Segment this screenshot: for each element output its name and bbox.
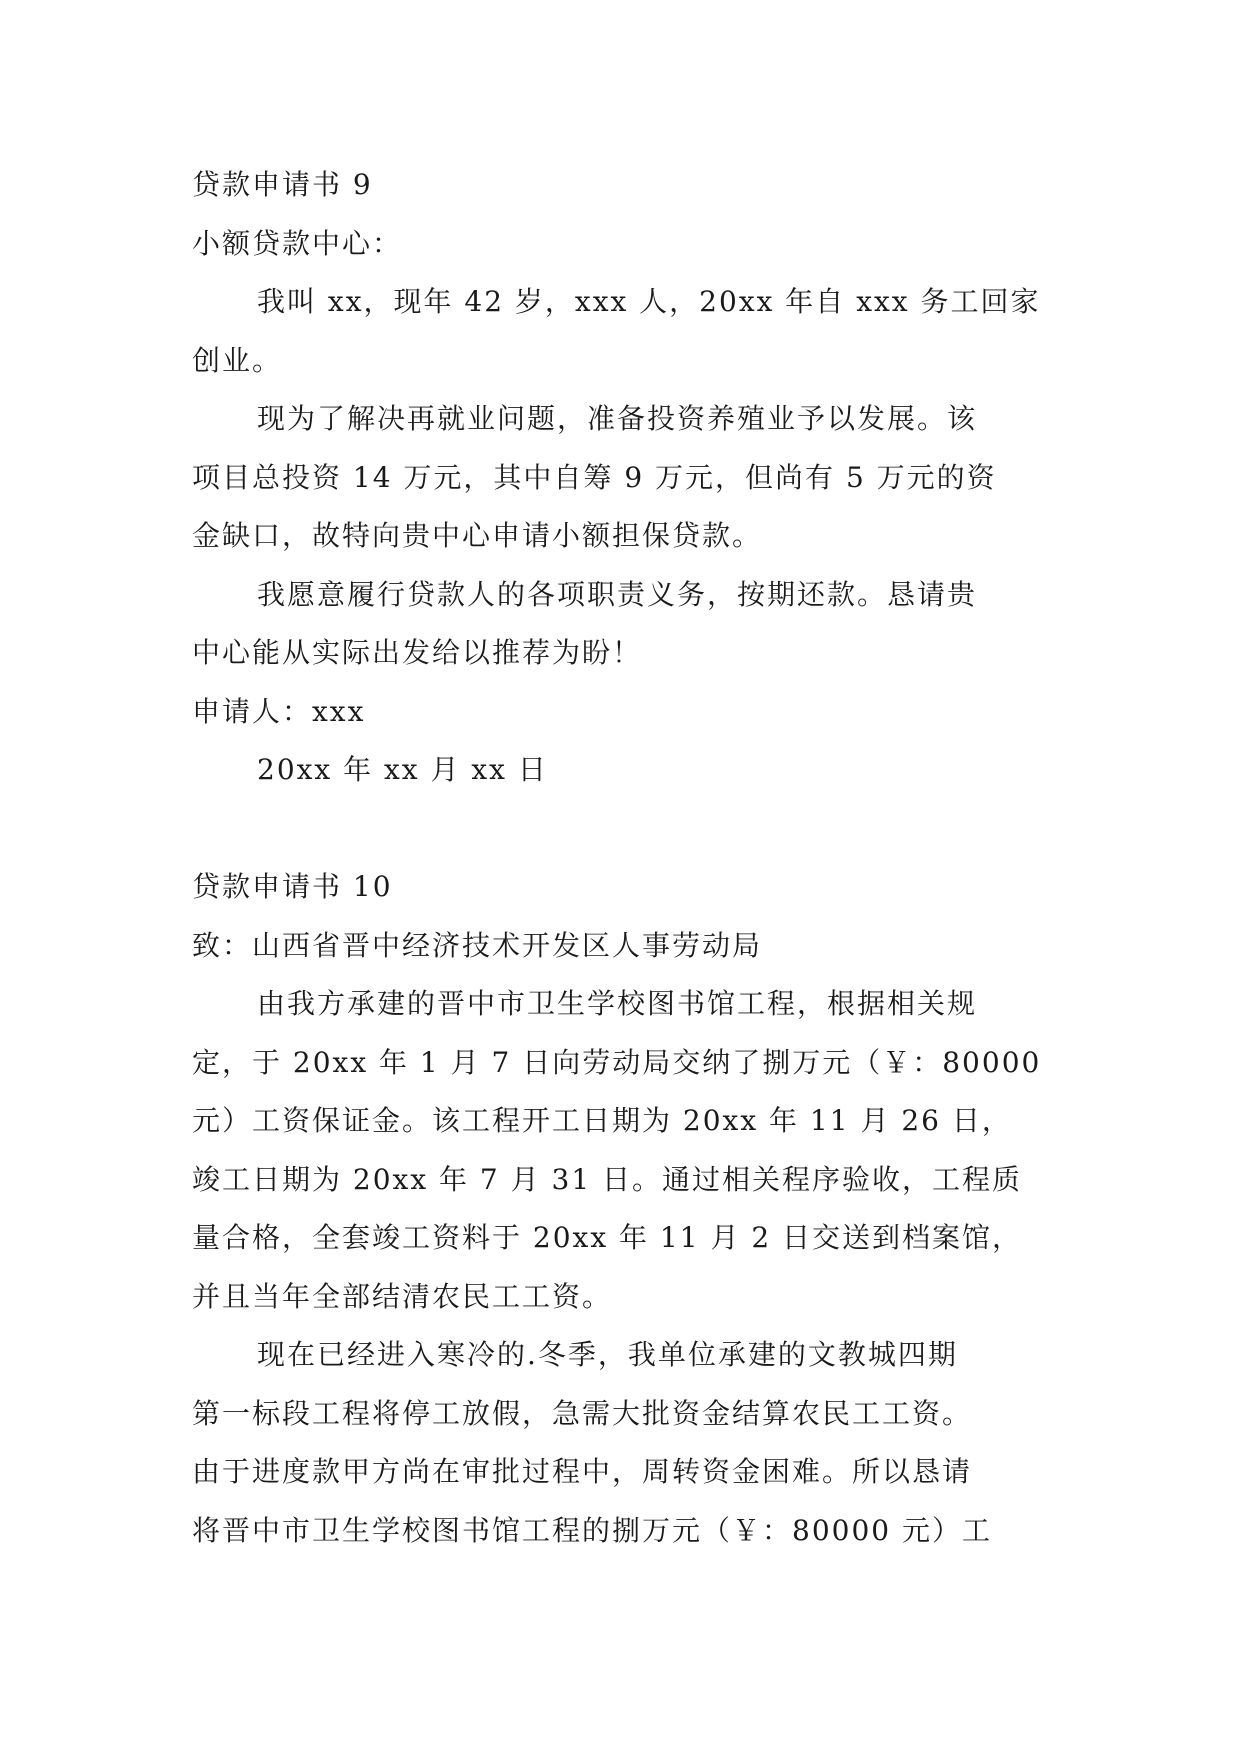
letter-10-para1-line5: 量合格，全套竣工资料于 20xx 年 11 月 2 日交送到档案馆， xyxy=(192,1221,1023,1254)
letter-9-para2-line2: 项目总投资 14 万元，其中自筹 9 万元，但尚有 5 万元的资 xyxy=(192,460,997,494)
letter-9-para3-line2: 中心能从实际出发给以推荐为盼！ xyxy=(192,636,643,669)
document-body xyxy=(192,156,1052,1560)
letter-10-para2-line2: 第一标段工程将停工放假，急需大批资金结算农民工工资。 xyxy=(192,1396,973,1430)
letter-10-para1-line2: 定，于 20xx 年 1 月 7 日向劳动局交纳了捌万元（￥：80000 xyxy=(192,1045,1042,1079)
letter-10-para2-line4: 将晋中市卫生学校图书馆工程的捌万元（￥：80000 元）工 xyxy=(192,1513,992,1547)
letter-10-para2-line1: 现在已经进入寒冷的.冬季，我单位承建的文教城四期 xyxy=(257,1338,958,1371)
letter-9-applicant: 申请人：xxx xyxy=(192,694,366,728)
letter-10-para1-line3: 元）工资保证金。该工程开工日期为 20xx 年 11 月 26 日， xyxy=(192,1104,1012,1137)
letter-9-para3-line1: 我愿意履行贷款人的各项职责义务，按期还款。恳请贵 xyxy=(257,577,978,611)
letter-9-para2-line1: 现为了解决再就业问题，准备投资养殖业予以发展。该 xyxy=(257,402,978,435)
letter-9-para2-line3: 金缺口，故特向贵中心申请小额担保贷款。 xyxy=(192,519,763,552)
letter-10-para1-line6: 并且当年全部结清农民工工资。 xyxy=(192,1279,613,1313)
letter-10-addressee: 致：山西省晋中经济技术开发区人事劳动局 xyxy=(192,928,763,962)
letter-10-para1-line1: 由我方承建的晋中市卫生学校图书馆工程，根据相关规 xyxy=(257,987,978,1020)
letter-9-para1-line2: 创业。 xyxy=(192,343,283,377)
letter-9-para1-line1: 我叫 xx，现年 42 岁，xxx 人，20xx 年自 xxx 务工回家 xyxy=(257,285,1041,318)
letter-9-date: 20xx 年 xx 月 xx 日 xyxy=(257,753,548,786)
section-spacer xyxy=(192,800,1052,859)
letter-9-title: 贷款申请书 9 xyxy=(192,168,373,201)
letter-9-addressee: 小额贷款中心： xyxy=(192,226,403,260)
letter-10-title: 贷款申请书 10 xyxy=(192,870,393,903)
letter-10-para1-line4: 竣工日期为 20xx 年 7 月 31 日。通过相关程序验收，工程质 xyxy=(192,1162,1023,1196)
letter-10-para2-line3: 由于进度款甲方尚在审批过程中，周转资金困难。所以恳请 xyxy=(192,1455,973,1488)
